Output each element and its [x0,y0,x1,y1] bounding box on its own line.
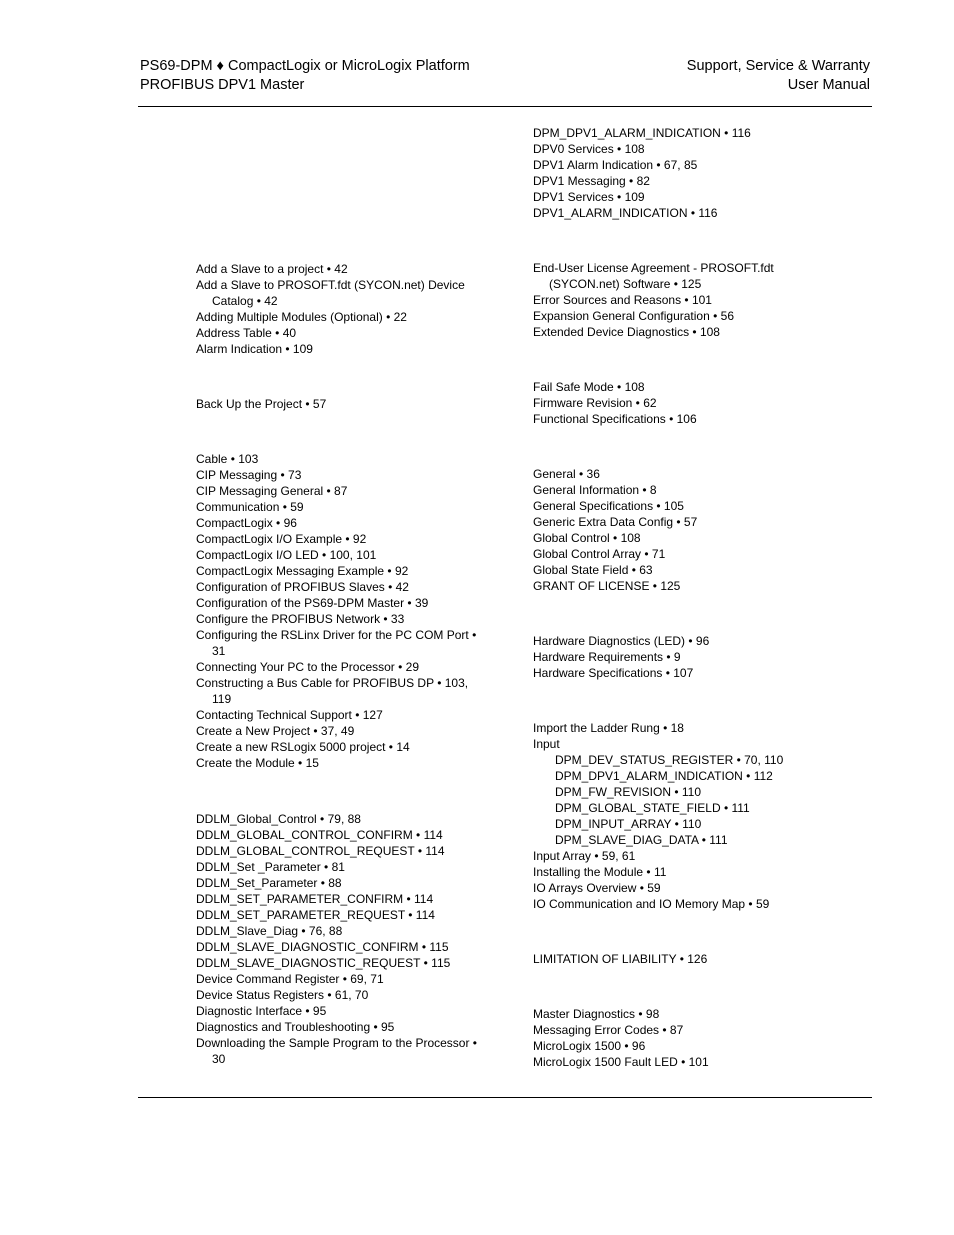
index-entry: Generic Extra Data Config • 57 [533,515,698,529]
index-entry: DDLM_GLOBAL_CONTROL_REQUEST • 114 [196,844,445,858]
index-entry: CompactLogix I/O LED • 100, 101 [196,548,377,562]
index-entry: Expansion General Configuration • 56 [533,309,734,323]
index-group-m [533,1006,833,1070]
index-entry: DDLM_GLOBAL_CONTROL_CONFIRM • 114 [196,828,443,842]
index-entry: Extended Device Diagnostics • 108 [533,325,720,339]
index-subentry: DPM_SLAVE_DIAG_DATA • 111 [555,833,728,847]
index-entry: Communication • 59 [196,500,304,514]
index-entry: DPV1_ALARM_INDICATION • 116 [533,206,718,220]
index-group-e [533,260,833,340]
index-entry: Hardware Diagnostics (LED) • 96 [533,634,710,648]
index-entry: Hardware Requirements • 9 [533,650,681,664]
index-entry: Firmware Revision • 62 [533,396,657,410]
index-entry: MicroLogix 1500 Fault LED • 101 [533,1055,709,1069]
index-entry: Global Control • 108 [533,531,641,545]
index-entry: DDLM_SLAVE_DIAGNOSTIC_CONFIRM • 115 [196,940,449,954]
index-entry: Configuration of PROFIBUS Slaves • 42 [196,580,409,594]
index-subentry: DPM_INPUT_ARRAY • 110 [555,817,702,831]
running-header-right [687,57,870,95]
index-subentry: DPM_GLOBAL_STATE_FIELD • 111 [555,801,750,815]
index-entry: Add a Slave to a project • 42 [196,262,348,276]
index-entry: Diagnostics and Troubleshooting • 95 [196,1020,395,1034]
index-entry: Input [533,737,560,751]
index-entry: Back Up the Project • 57 [196,397,327,411]
index-entry: Hardware Specifications • 107 [533,666,694,680]
footer-rule [138,1097,872,1098]
index-group-l [533,951,833,967]
index-entry: DPV0 Services • 108 [533,142,645,156]
index-entry: Installing the Module • 11 [533,865,667,879]
index-group-c [196,451,486,771]
index-entry: Error Sources and Reasons • 101 [533,293,712,307]
index-entry: Add a Slave to PROSOFT.fdt (SYCON.net) Device Catalog • 42 [196,278,465,308]
index-entry: CompactLogix I/O Example • 92 [196,532,367,546]
index-entry: GRANT OF LICENSE • 125 [533,579,681,593]
index-entry: Constructing a Bus Cable for PROFIBUS DP • 103, 119 [196,676,469,706]
document-type: User Manual [787,77,870,93]
index-entry: IO Arrays Overview • 59 [533,881,661,895]
index-subentry: DPM_FW_REVISION • 110 [555,785,702,799]
index-entry: Configure the PROFIBUS Network • 33 [196,612,405,626]
index-entry: Create the Module • 15 [196,756,319,770]
index-entry: Create a New Project • 37, 49 [196,724,355,738]
index-group-a [196,261,486,357]
index-entry: Global Control Array • 71 [533,547,666,561]
index-entry: Global State Field • 63 [533,563,653,577]
index-entry: Adding Multiple Modules (Optional) • 22 [196,310,407,324]
product-subtitle: PROFIBUS DPV1 Master [140,77,305,93]
section-title: Support, Service & Warranty [686,58,870,74]
index-entry: DDLM_SET_PARAMETER_REQUEST • 114 [196,908,435,922]
index-entry: DDLM_Slave_Diag • 76, 88 [196,924,343,938]
index-entry: DPM_DPV1_ALARM_INDICATION • 116 [533,126,751,140]
index-entry: Input Array • 59, 61 [533,849,636,863]
index-entry: Cable • 103 [196,452,259,466]
index-group-i [533,720,833,912]
index-entry: Messaging Error Codes • 87 [533,1023,684,1037]
index-entry: CompactLogix Messaging Example • 92 [196,564,409,578]
index-entry: General • 36 [533,467,600,481]
index-subentry: DPM_DPV1_ALARM_INDICATION • 112 [555,769,773,783]
index-entry: DDLM_SET_PARAMETER_CONFIRM • 114 [196,892,434,906]
index-entry: DPV1 Messaging • 82 [533,174,650,188]
running-header-left [140,57,470,95]
index-entry: Address Table • 40 [196,326,297,340]
index-entry: Import the Ladder Rung • 18 [533,721,684,735]
index-group-d [196,811,486,1067]
index-entry: DPV1 Services • 109 [533,190,645,204]
index-entry: Contacting Technical Support • 127 [196,708,383,722]
index-entry: Device Status Registers • 61, 70 [196,988,369,1002]
index-entry: Configuring the RSLinx Driver for the PC COM Port • 31 [196,628,477,658]
index-entry: Downloading the Sample Program to the Processor • 30 [196,1036,478,1066]
index-entry: End-User License Agreement - PROSOFT.fdt (SYCON.net) Software • 125 [533,261,774,291]
index-entry: IO Communication and IO Memory Map • 59 [533,897,770,911]
index-entry: DDLM_SLAVE_DIAGNOSTIC_REQUEST • 115 [196,956,451,970]
index-entry: Create a new RSLogix 5000 project • 14 [196,740,410,754]
index-entry: General Information • 8 [533,483,657,497]
index-entry: Alarm Indication • 109 [196,342,313,356]
index-subentry: DPM_DEV_STATUS_REGISTER • 70, 110 [555,753,784,767]
index-group-b [196,396,486,412]
index-entry: Configuration of the PS69-DPM Master • 39 [196,596,429,610]
index-entry: Device Command Register • 69, 71 [196,972,384,986]
index-entry: DDLM_Global_Control • 79, 88 [196,812,361,826]
index-entry: CompactLogix • 96 [196,516,297,530]
index-entry: Master Diagnostics • 98 [533,1007,660,1021]
index-group-h [533,633,833,681]
index-entry: CIP Messaging General • 87 [196,484,348,498]
index-group-d-continued [533,125,833,221]
index-entry: Fail Safe Mode • 108 [533,380,645,394]
index-entry: DDLM_Set_Parameter • 88 [196,876,342,890]
index-entry: DDLM_Set _Parameter • 81 [196,860,345,874]
index-entry: Diagnostic Interface • 95 [196,1004,327,1018]
index-entry: LIMITATION OF LIABILITY • 126 [533,952,708,966]
index-group-g [533,466,833,594]
index-entry: CIP Messaging • 73 [196,468,302,482]
index-entry: Connecting Your PC to the Processor • 29 [196,660,420,674]
index-entry: Functional Specifications • 106 [533,412,697,426]
index-group-f [533,379,833,427]
index-entry: General Specifications • 105 [533,499,684,513]
index-entry: MicroLogix 1500 • 96 [533,1039,646,1053]
header-rule [138,106,872,107]
product-title: PS69-DPM ♦ CompactLogix or MicroLogix Platform [140,58,470,74]
index-entry: DPV1 Alarm Indication • 67, 85 [533,158,698,172]
